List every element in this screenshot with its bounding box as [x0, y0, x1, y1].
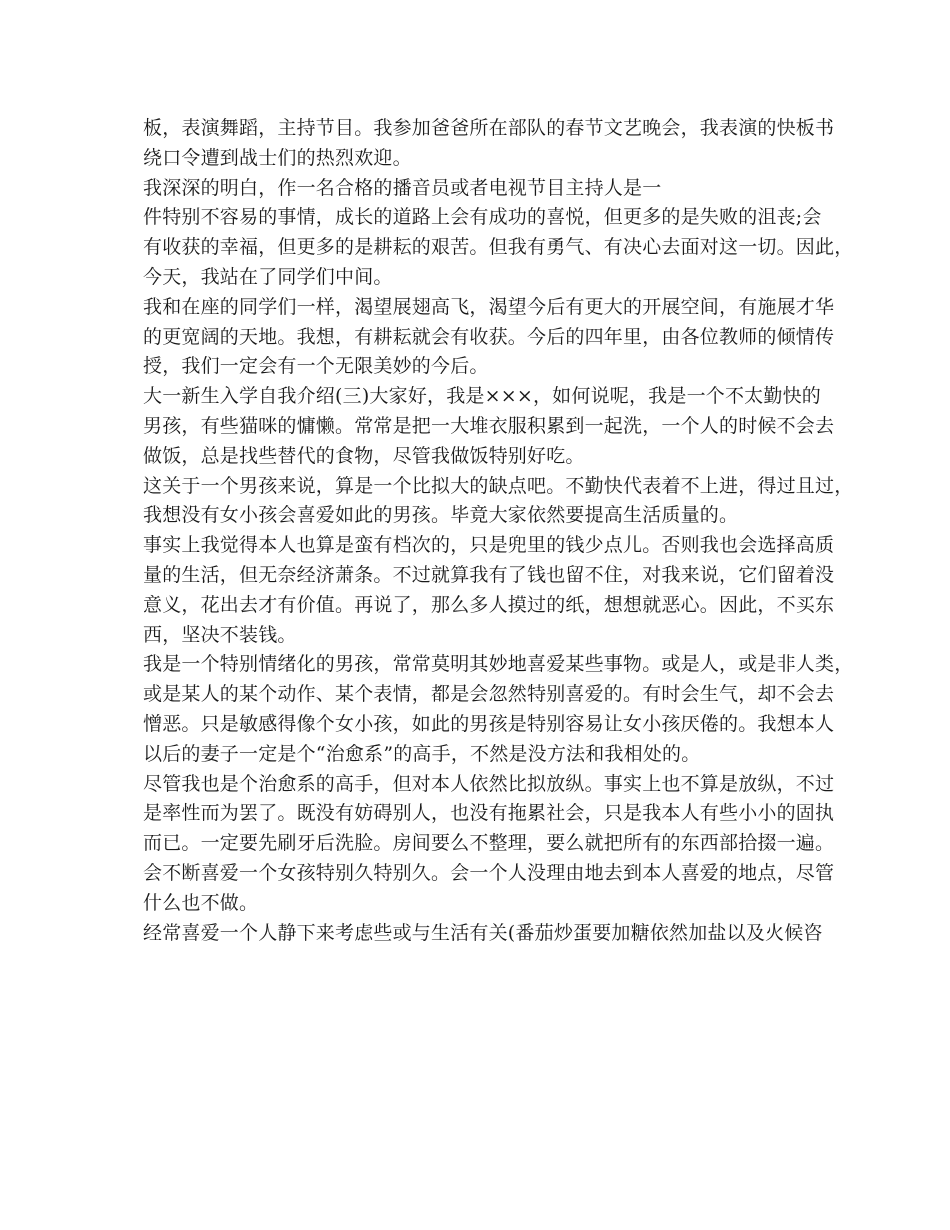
text-line: 或是某人的某个动作、某个表情，都是会忽然特别喜爱的。有时会生气，却不会去 [143, 683, 835, 706]
text-line: 有收获的幸福，但更多的是耕耘的艰苦。但我有勇气、有决心去面对这一切。因此， [143, 236, 854, 259]
text-line: 什么也不做。 [143, 891, 259, 914]
text-line: 男孩，有些猫咪的慵懒。常常是把一大堆衣服积累到一起洗，一个人的时候不会去 [143, 414, 835, 437]
text-line: 我想没有女小孩会喜爱如此的男孩。毕竟大家依然要提高生活质量的。 [143, 504, 739, 527]
text-line: 绕口令遭到战士们的热烈欢迎。 [143, 146, 412, 169]
document-body [143, 114, 854, 948]
text-line: 我是一个特别情绪化的男孩，常常莫明其妙地喜爱某些事物。或是人，或是非人类， [143, 653, 854, 676]
text-line: 西，坚决不装钱。 [143, 623, 297, 646]
text-line: 件特别不容易的事情，成长的道路上会有成功的喜悦，但更多的是失败的沮丧;会 [143, 206, 822, 229]
text-line: 而已。一定要先刷牙后洗脸。房间要么不整理，要么就把所有的东西部拾掇一遍。 [143, 832, 835, 855]
text-line: 授，我们一定会有一个无限美妙的今后。 [143, 355, 489, 378]
text-line: 经常喜爱一个人静下来考虑些或与生活有关(番茄炒蛋要加糖依然加盐以及火候咨 [143, 921, 823, 944]
text-line: 以后的妻子一定是个“治愈系”的高手，不然是没方法和我相处的。 [143, 742, 701, 765]
text-line: 我和在座的同学们一样，渴望展翅高飞，渴望今后有更大的开展空间，有施展才华 [143, 295, 835, 318]
text-line: 今天，我站在了同学们中间。 [143, 265, 393, 288]
text-line: 板，表演舞蹈，主持节目。我参加爸爸所在部队的春节文艺晚会，我表演的快板书 [143, 117, 835, 139]
text-line: 会不断喜爱一个女孩特别久特别久。会一个人没理由地去到本人喜爱的地点，尽管 [143, 861, 835, 884]
text-line: 憎恶。只是敏感得像个女小孩，如此的男孩是特别容易让女小孩厌倦的。我想本人 [143, 712, 835, 735]
text-line: 量的生活，但无奈经济萧条。不过就算我有了钱也留不住，对我来说，它们留着没 [143, 563, 835, 586]
text-line: 是率性而为罢了。既没有妨碍别人，也没有拖累社会，只是我本人有些小小的固执 [143, 802, 835, 825]
text-line: 意义，花出去才有价值。再说了，那么多人摸过的纸，想想就恶心。因此，不买东 [143, 593, 835, 616]
text-line: 做饭，总是找些替代的食物，尽管我做饭特别好吃。 [143, 444, 585, 467]
text-line: 尽管我也是个治愈系的高手，但对本人依然比拟放纵。事实上也不算是放纵，不过 [143, 772, 835, 795]
text-line: 大一新生入学自我介绍(三)大家好，我是×××，如何说呢，我是一个不太勤快的 [143, 385, 821, 408]
text-line: 这关于一个男孩来说，算是一个比拟大的缺点吧。不勤快代表着不上进，得过且过， [143, 474, 854, 497]
text-line: 的更宽阔的天地。我想，有耕耘就会有收获。今后的四年里，由各位教师的倾情传 [143, 325, 835, 348]
text-line: 事实上我觉得本人也算是蛮有档次的，只是兜里的钱少点儿。否则我也会选择高质 [143, 534, 835, 557]
text-line: 我深深的明白，作一名合格的播音员或者电视节目主持人是一 [143, 176, 662, 199]
